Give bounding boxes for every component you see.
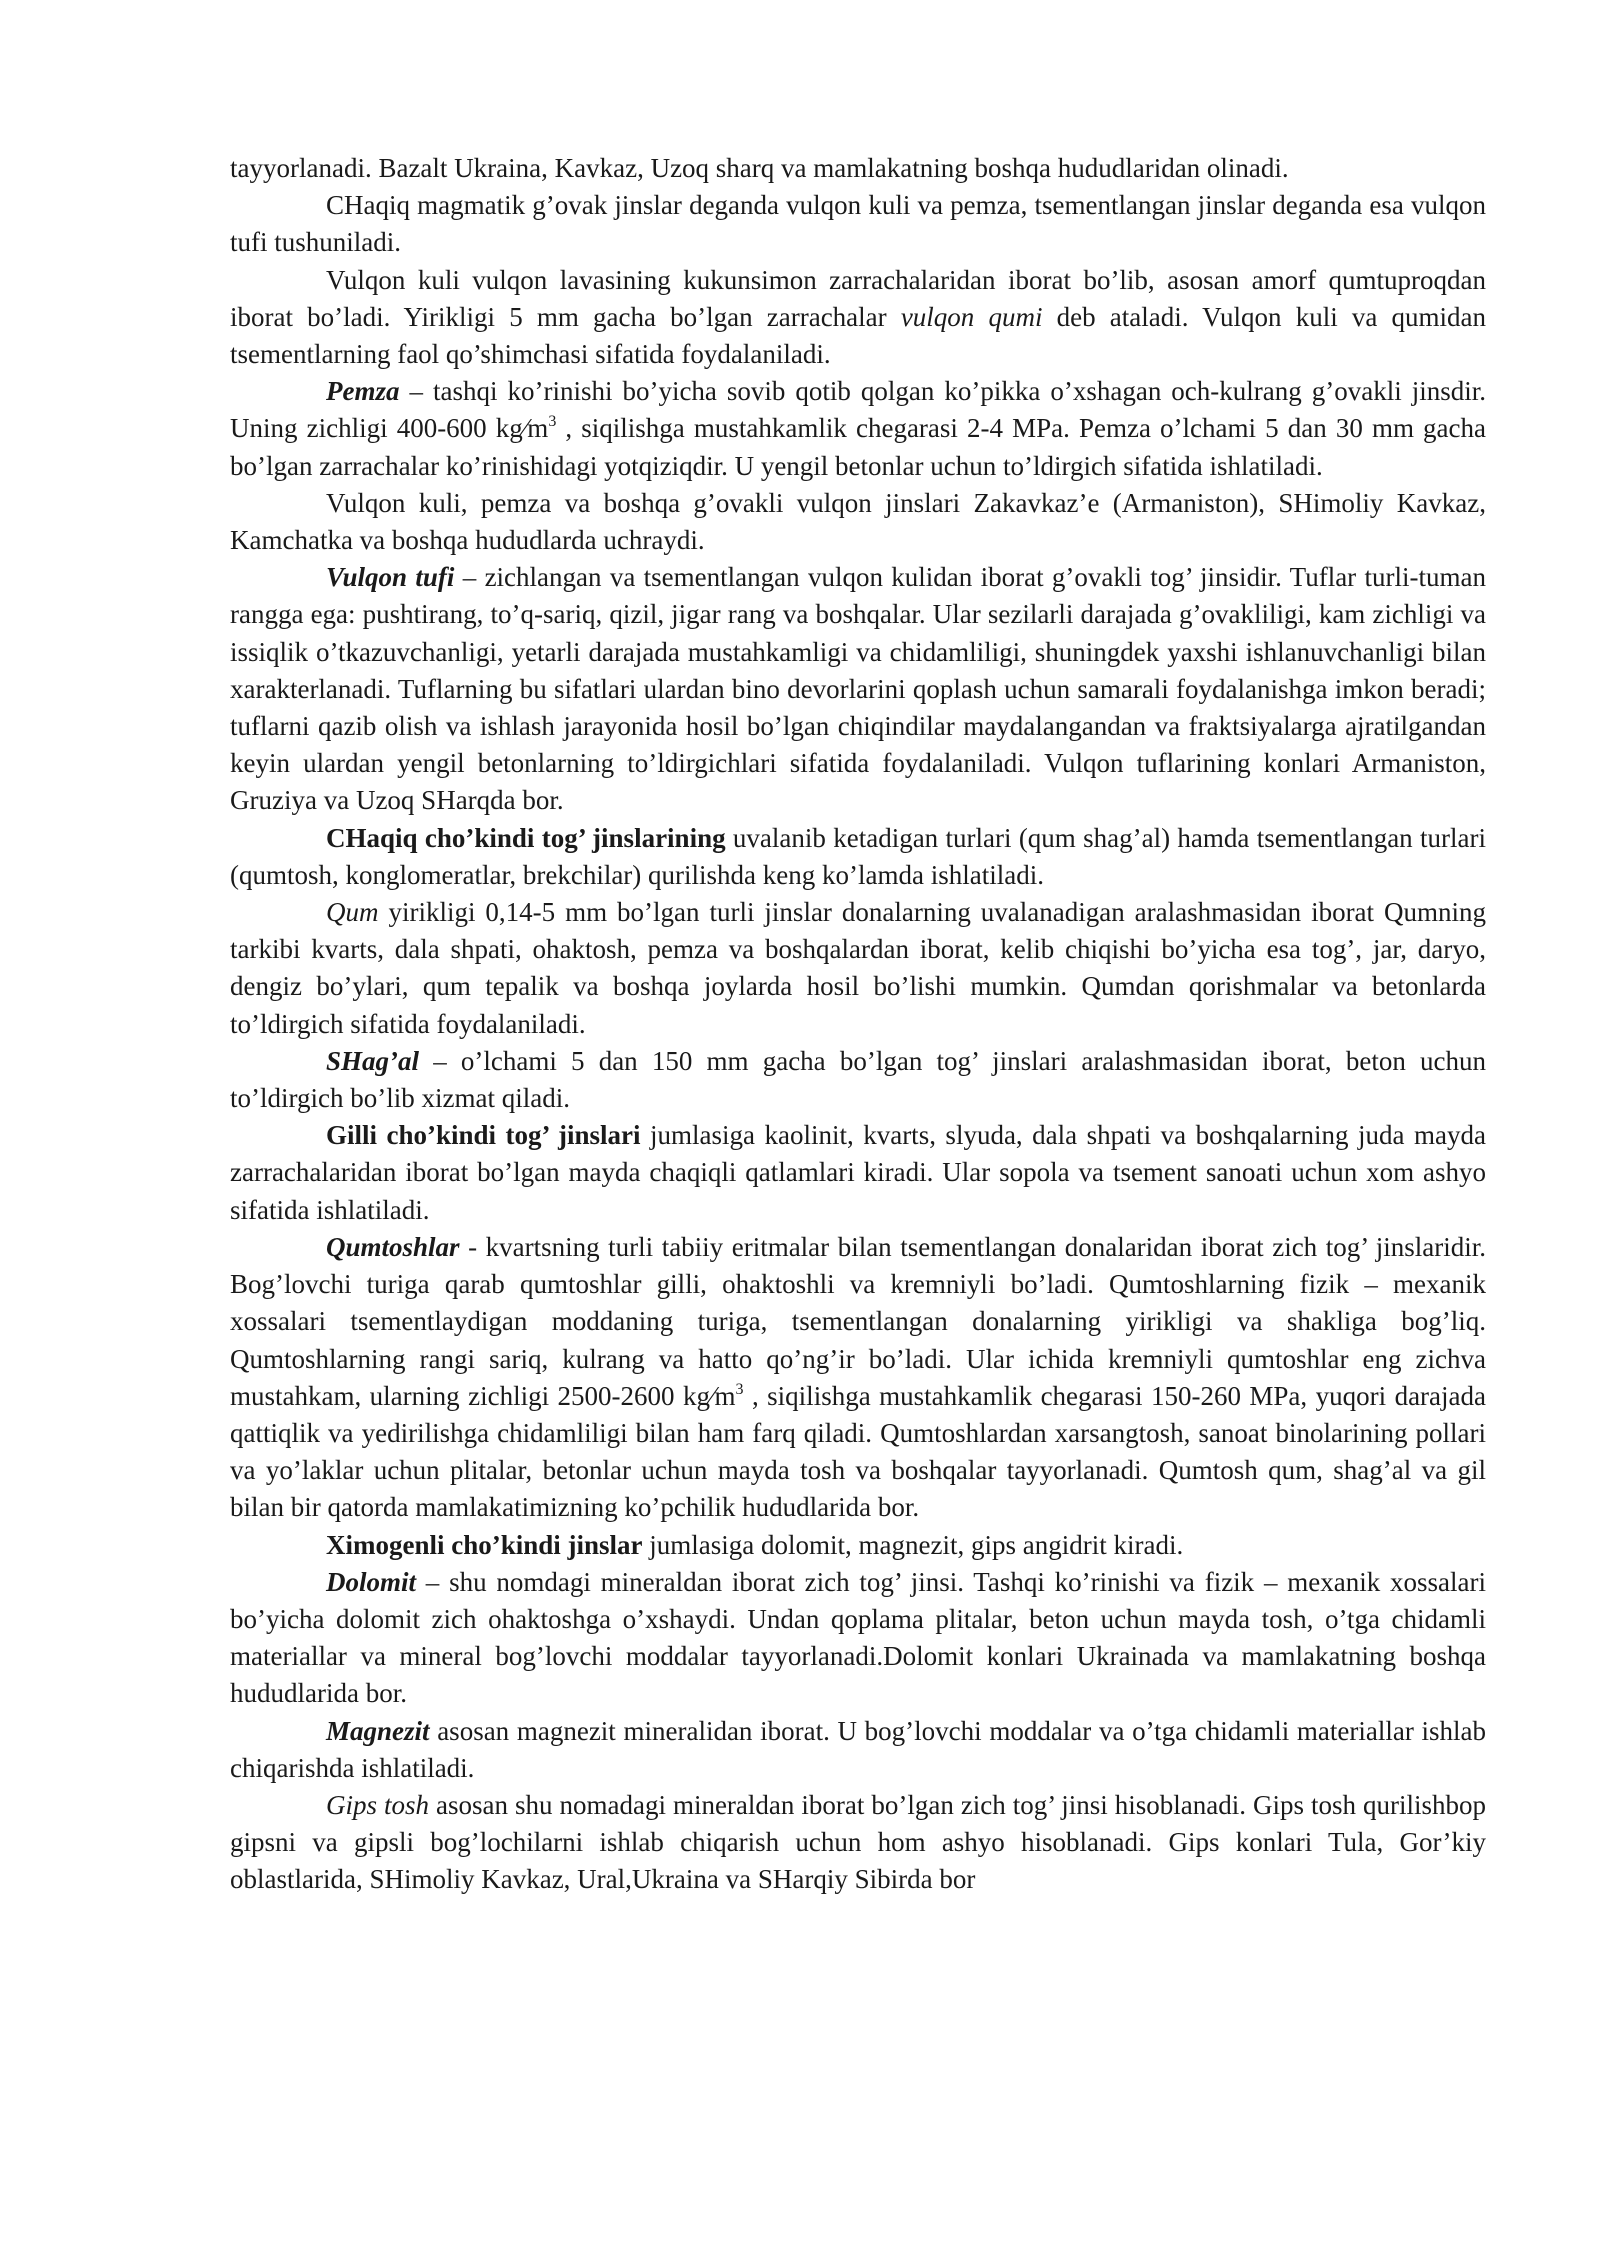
paragraph (230, 1564, 1486, 1713)
section-heading: Gilli cho’kindi tog’ jinslari (326, 1120, 641, 1151)
text-run: yirikligi 0,14-5 mm bo’lgan turli jinslar donalarning uvalanadigan aralashmasidan iborat Qumning tarkibi kvarts, dala shpati, ohaktosh, pemza va boshqalardan iborat, kelib chiqishi bo’yicha esa tog’, jar, daryo, dengiz bo’ylari, qum tepalik va boshqa joylarda hosil bo’lishi mumkin. Qumdan qorishmalar va betonlarda to’ldirgich sifatida foydalaniladi. (230, 897, 1486, 1039)
term-heading: SHag’al (326, 1045, 420, 1076)
section-heading: Ximogenli cho’kindi jinslar (326, 1529, 643, 1560)
superscript: 3 (735, 1380, 744, 1398)
text-run: – shu nomdagi mineraldan iborat zich tog’ jinsi. Tashqi ko’rinishi va fizik – mexanik xossalari bo’yicha dolomit zich ohaktoshga o’xshaydi. Undan qoplama plitalar, beton uchun mayda tosh, o’tga chidamli materiallar va mineral bog’lovchi moddalar tayyorlanadi.Dolomit konlari Ukrainada va mamlakatning boshqa hududlarida bor. (230, 1566, 1486, 1709)
text-run: , siqilishga mustahkamlik chegarasi 2-4 MPa. Pemza o’lchami 5 dan 30 mm gacha bo’lgan zarrachalar ko’rinishidagi yotqiziqdir. U yengil betonlar uchun to’ldirgich sifatida ishlatiladi. (230, 413, 1487, 481)
italic-term: Qum (326, 897, 379, 928)
paragraph (230, 1043, 1486, 1117)
italic-term: vulqon qumi (900, 301, 1043, 332)
text-run: tayyorlanadi. Bazalt Ukraina, Kavkaz, Uzoq sharq va mamlakatning boshqa hududlaridan olinadi. (230, 153, 1289, 183)
text-run: CHaqiq magmatik g’ovak jinslar deganda vulqon kuli va pemza, tsementlangan jinslar deganda esa vulqon tufi tushuniladi. (230, 190, 1486, 258)
paragraph (230, 262, 1486, 374)
text-run: , siqilishga mustahkamlik chegarasi 150-260 MPa, yuqori darajada qattiqlik va yedirilishga chidamliligi bilan ham farq qiladi. Qumtoshlardan xarsangtosh, sanoat binolarining pollari va yo’laklar uchun plitalar, betonlar uchun mayda tosh va boshqalar tayyorlanadi. Qumtosh qum, shag’al va gil bilan bir qatorda mamlakatimizning ko’pchilik hududlarida bor. (230, 1380, 1487, 1523)
text-run: – zichlangan va tsementlangan vulqon kulidan iborat g’ovakli tog’ jinsidir. Tuflar turli-tuman rangga ega: pushtirang, to’q-sariq, qizil, jigar rang va boshqalar. Ular sezilarli darajada g’ovakliligi, kam zichligi va issiqlik o’tkazuvchanligi, yetarli darajada mustahkamligi va chidamliligi, shuningdek yaxshi ishlanuvchanligi bilan xarakterlanadi. Tuflarning bu sifatlari ulardan bino devorlarini qoplash uchun samarali foydalanishga imkon beradi; tuflarni qazib olish va ishlash jarayonida hosil bo’lgan chiqindilar maydalangandan va fraktsiyalarga ajratilgandan keyin ulardan yengil betonlarning to’ldirgichlari sifatida foydalaniladi. Vulqon tuflarining konlari Armaniston, Gruziya va Uzoq SHarqda bor. (230, 562, 1486, 816)
paragraph (230, 187, 1486, 261)
document-page (230, 150, 1486, 1899)
text-run: – tashqi ko’rinishi bo’yicha sovib qotib qolgan ko’pikka o’xshagan och-kulrang g’ovakli jinsdir. Uning zichligi 400-600 kg⁄m (230, 376, 1486, 444)
text-run: - kvartsning turli tabiiy eritmalar bilan tsementlangan donalaridan iborat zich tog’ jinslaridir. Bog’lovchi turiga qarab qumtoshlar gilli, ohaktoshli va kremniyli bo’ladi. Qumtoshlarning fizik – mexanik xossalari tsementlaydigan moddaning turiga, tsementlangan donalarning yirikligi va shakliga bog’liq. Qumtoshlarning rangi sariq, kulrang va hatto qo’ng’ir bo’ladi. Ular ichida kremniyli qumtoshlar eng zichva mustahkam, ularning zichligi 2500-2600 kg⁄m (230, 1231, 1486, 1411)
paragraph (230, 894, 1486, 1043)
italic-term: Gips tosh (326, 1789, 430, 1820)
term-heading: Dolomit (326, 1566, 417, 1597)
paragraph (230, 485, 1486, 559)
paragraph (230, 559, 1486, 819)
superscript: 3 (548, 413, 557, 431)
text-run: asosan shu nomadagi mineraldan iborat bo’lgan zich tog’ jinsi hisoblanadi. Gips tosh qurilishbop gipsni va gipsli bog’lochilarni ishlab chiqarish uchun hom ashyo hisoblanadi. Gips konlari Tula, Gor’kiy oblastlarida, SHimoliy Kavkaz, Ural,Ukraina va SHarqiy Sibirda bor (230, 1789, 1486, 1895)
text-run: jumlasiga kaolinit, kvarts, slyuda, dala shpati va boshqalarning juda mayda zarrachalaridan iborat bo’lgan mayda chaqiqli qatlamlari kiradi. Ular sopola va tsement sanoati uchun xom ashyo sifatida ishlatiladi. (230, 1120, 1486, 1225)
paragraph (230, 1713, 1486, 1787)
term-heading: Magnezit (326, 1715, 430, 1746)
paragraph (230, 150, 1486, 187)
paragraph (230, 1787, 1486, 1899)
paragraph (230, 1117, 1486, 1229)
paragraph (230, 373, 1486, 485)
term-heading: Qumtoshlar (326, 1231, 460, 1262)
text-run: asosan magnezit mineralidan iborat. U bog’lovchi moddalar va o’tga chidamli materiallar ishlab chiqarishda ishlatiladi. (230, 1715, 1486, 1783)
text-run: deb ataladi. Vulqon kuli va qumidan tsementlarning faol qo’shimchasi sifatida foydalaniladi. (230, 301, 1486, 370)
term-heading: Vulqon tufi (326, 562, 455, 593)
paragraph (230, 820, 1486, 894)
paragraph (230, 1527, 1486, 1564)
text-run: jumlasiga dolomit, magnezit, gips angidrit kiradi. (642, 1529, 1184, 1560)
section-heading: CHaqiq cho’kindi tog’ jinslarining (326, 822, 726, 853)
text-run: Vulqon kuli, pemza va boshqa g’ovakli vulqon jinslari Zakavkaz’e (Armaniston), SHimoliy Kavkaz, Kamchatka va boshqa hududlarda uchraydi. (230, 487, 1486, 556)
text-run: uvalanib ketadigan turlari (qum shag’al) hamda tsementlangan turlari (qumtosh, konglomeratlar, brekchilar) qurilishda keng ko’lamda ishlatiladi. (230, 822, 1486, 890)
paragraph (230, 1229, 1486, 1527)
term-heading: Pemza (326, 376, 400, 407)
text-run: – o’lchami 5 dan 150 mm gacha bo’lgan tog’ jinslari aralashmasidan iborat, beton uchun to’ldirgich bo’lib xizmat qiladi. (230, 1045, 1486, 1114)
text-run: Vulqon kuli vulqon lavasining kukunsimon zarrachalaridan iborat bo’lib, asosan amorf qumtuproqdan iborat bo’ladi. Yirikligi 5 mm gacha bo’lgan zarrachalar (230, 264, 1486, 332)
